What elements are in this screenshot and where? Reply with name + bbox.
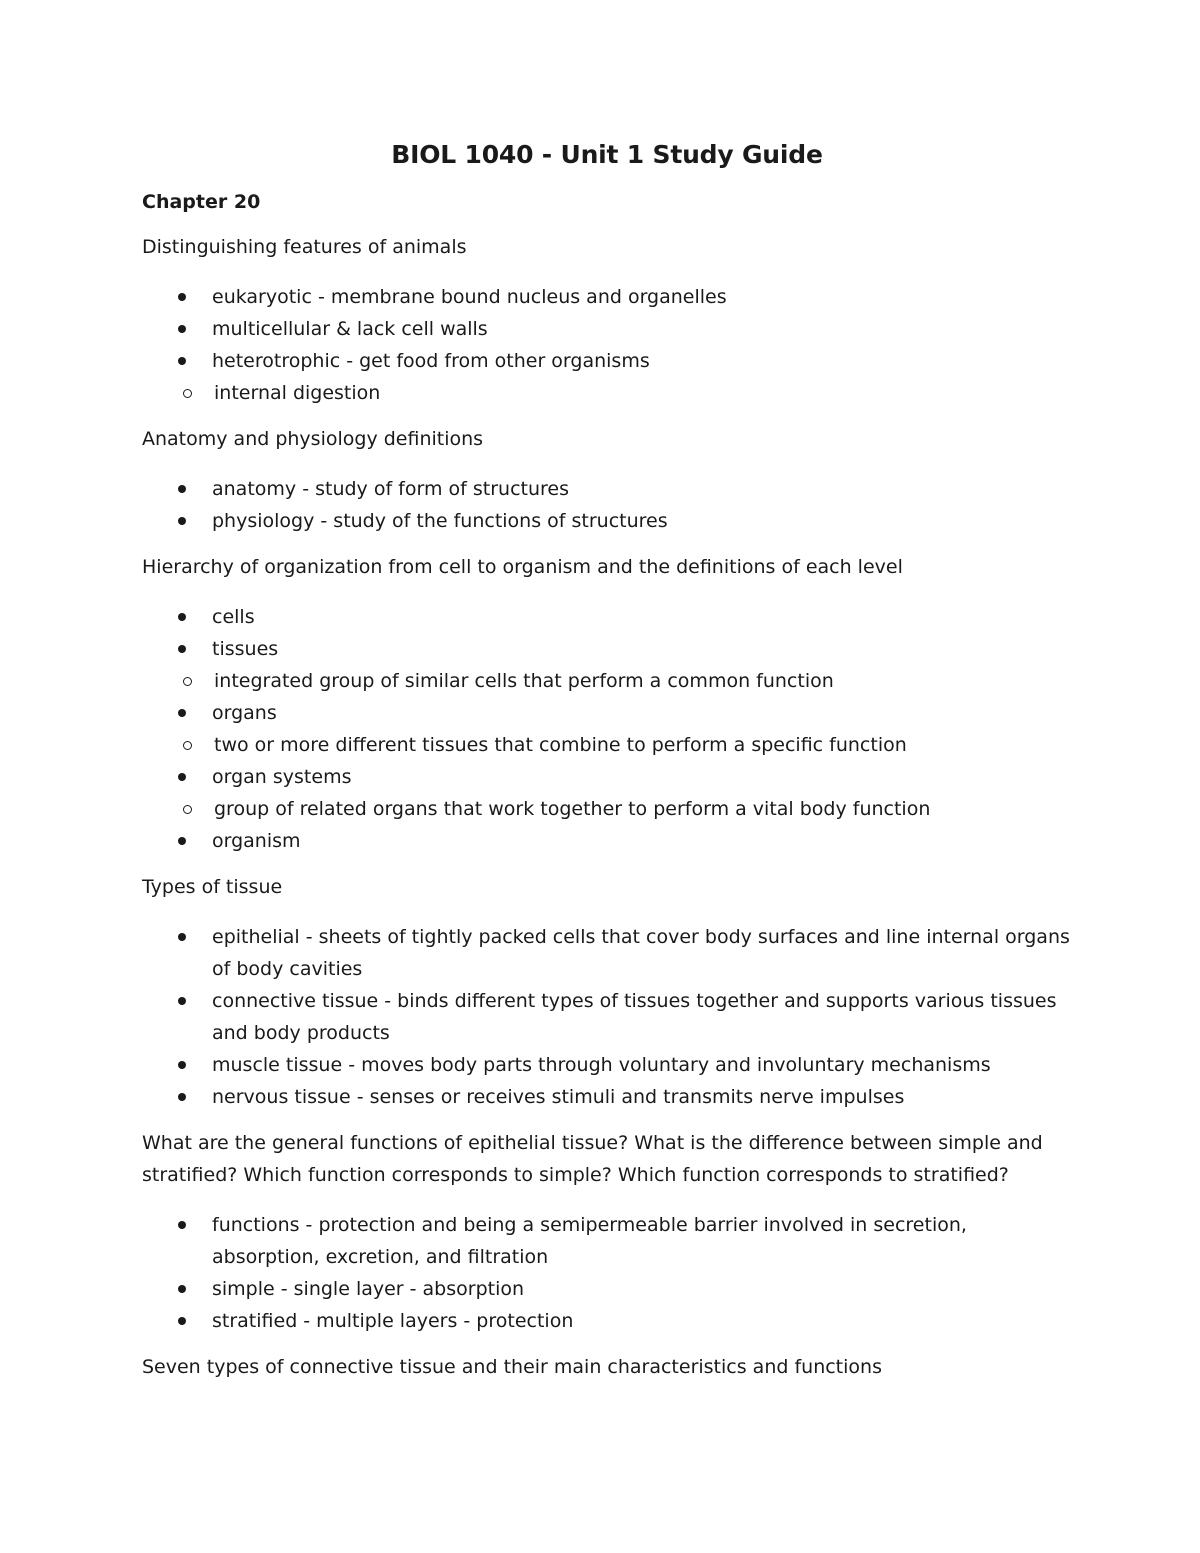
- section-heading: Types of tissue: [142, 876, 283, 898]
- sub-bullet-list: [142, 377, 1072, 409]
- filled-bullet-icon: [178, 1221, 186, 1229]
- list-item-text: physiology - study of the functions of structures: [212, 510, 668, 532]
- sections-container: [142, 231, 1072, 1383]
- section-heading: Distinguishing features of animals: [142, 236, 467, 258]
- section-heading: Hierarchy of organization from cell to organism and the definitions of each level: [142, 556, 903, 578]
- list-item-text: heterotrophic - get food from other organisms: [212, 350, 650, 372]
- sub-list-item-text: internal digestion: [214, 382, 381, 404]
- list-item: [142, 825, 1072, 857]
- hollow-bullet-icon: [183, 389, 192, 398]
- sub-bullet-list: [142, 729, 1072, 761]
- list-item-text: connective tissue - binds different types of tissues together and supports various tissues and body products: [212, 990, 1057, 1044]
- section-heading: What are the general functions of epithelial tissue? What is the difference between simple and stratified? Which function corresponds to simple? Which function corresponds to stratified?: [142, 1132, 1043, 1186]
- filled-bullet-icon: [178, 933, 186, 941]
- filled-bullet-icon: [178, 325, 186, 333]
- list-item-text: cells: [212, 606, 255, 628]
- filled-bullet-icon: [178, 517, 186, 525]
- bullet-list: [142, 921, 1072, 1113]
- document-page: [142, 140, 1072, 1401]
- list-item-text: functions - protection and being a semipermeable barrier involved in secretion, absorption, excretion, and filtration: [212, 1214, 967, 1268]
- list-item-text: simple - single layer - absorption: [212, 1278, 525, 1300]
- filled-bullet-icon: [178, 1317, 186, 1325]
- chapter-heading: Chapter 20: [142, 191, 261, 213]
- section-heading: Anatomy and physiology definitions: [142, 428, 484, 450]
- bullet-list: [142, 281, 1072, 409]
- hollow-bullet-icon: [183, 741, 192, 750]
- sub-list-item-text: group of related organs that work together to perform a vital body function: [214, 798, 931, 820]
- document-title: BIOL 1040 - Unit 1 Study Guide: [391, 140, 823, 169]
- bullet-list: [142, 601, 1072, 857]
- list-item: [142, 985, 1072, 1049]
- list-item: [142, 1209, 1072, 1273]
- filled-bullet-icon: [178, 1093, 186, 1101]
- list-item: [142, 1305, 1072, 1337]
- bullet-list: [142, 473, 1072, 537]
- filled-bullet-icon: [178, 613, 186, 621]
- list-item: [142, 921, 1072, 985]
- hollow-bullet-icon: [183, 677, 192, 686]
- list-item: [142, 345, 1072, 377]
- list-item: [142, 633, 1072, 665]
- list-item: [142, 313, 1072, 345]
- list-item-text: tissues: [212, 638, 279, 660]
- list-item-text: organism: [212, 830, 301, 852]
- sub-list-item: [142, 665, 1072, 697]
- list-item: [142, 601, 1072, 633]
- hollow-bullet-icon: [183, 805, 192, 814]
- list-item-text: muscle tissue - moves body parts through voluntary and involuntary mechanisms: [212, 1054, 991, 1076]
- filled-bullet-icon: [178, 709, 186, 717]
- sub-bullet-list: [142, 665, 1072, 697]
- filled-bullet-icon: [178, 293, 186, 301]
- sub-list-item: [142, 793, 1072, 825]
- list-item-text: nervous tissue - senses or receives stimuli and transmits nerve impulses: [212, 1086, 905, 1108]
- sub-list-item: [142, 729, 1072, 761]
- sub-list-item: [142, 377, 1072, 409]
- list-item-text: organs: [212, 702, 277, 724]
- sub-list-item-text: integrated group of similar cells that perform a common function: [214, 670, 834, 692]
- bullet-list: [142, 1209, 1072, 1337]
- sub-bullet-list: [142, 793, 1072, 825]
- list-item-text: multicellular & lack cell walls: [212, 318, 488, 340]
- filled-bullet-icon: [178, 1061, 186, 1069]
- filled-bullet-icon: [178, 997, 186, 1005]
- list-item-text: anatomy - study of form of structures: [212, 478, 569, 500]
- list-item-text: epithelial - sheets of tightly packed cells that cover body surfaces and line internal organs of body cavities: [212, 926, 1070, 980]
- list-item: [142, 697, 1072, 729]
- filled-bullet-icon: [178, 837, 186, 845]
- filled-bullet-icon: [178, 773, 186, 781]
- section-heading: Seven types of connective tissue and their main characteristics and functions: [142, 1356, 882, 1378]
- list-item-text: eukaryotic - membrane bound nucleus and organelles: [212, 286, 727, 308]
- list-item: [142, 761, 1072, 793]
- list-item: [142, 473, 1072, 505]
- list-item: [142, 1273, 1072, 1305]
- list-item: [142, 1049, 1072, 1081]
- list-item: [142, 505, 1072, 537]
- list-item: [142, 281, 1072, 313]
- list-item-text: stratified - multiple layers - protection: [212, 1310, 574, 1332]
- filled-bullet-icon: [178, 645, 186, 653]
- filled-bullet-icon: [178, 1285, 186, 1293]
- list-item: [142, 1081, 1072, 1113]
- sub-list-item-text: two or more different tissues that combine to perform a specific function: [214, 734, 907, 756]
- list-item-text: organ systems: [212, 766, 352, 788]
- filled-bullet-icon: [178, 485, 186, 493]
- filled-bullet-icon: [178, 357, 186, 365]
